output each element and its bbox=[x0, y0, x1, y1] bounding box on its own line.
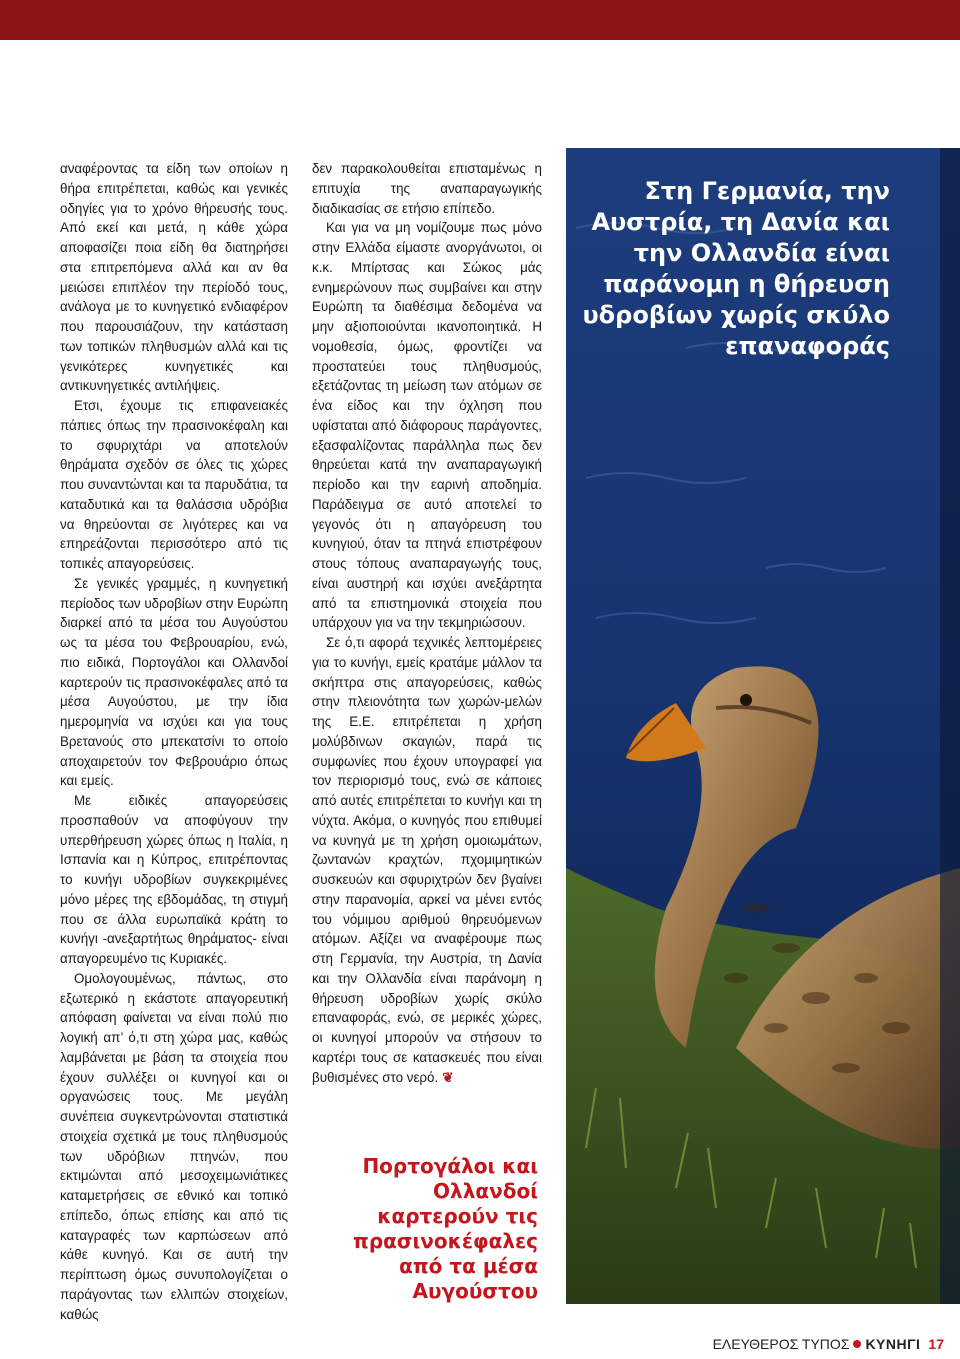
paragraph: Ομολογουμένως, πάντως, στο εξωτερικό η εκάστοτε απαγορευτική απόφαση φαίνεται να είναι πολύ πιο λογική απ’ ό,τι στη χώρα μας, καθώς λαμβάνεται με βάση τα στοιχεία που έχουν συλλέξει οι κυνηγοί και οι οργανώσεις τους. Με μεγάλη συνέπεια συγκεντρώνονται στατιστικά στοιχεία σχετικά με τους πληθυσμούς των υδρόβιων πτηνών, που εκτιμώνται από μεσοχειμωνιάτικες καταμετρήσεις σε εθνικό και τοπικό επίπεδο, όπως επίσης και από τις καταγραφές των καρπώσεων από κάθε κυνηγό. Και σε αυτή την περίπτωση όμως συνυπολογίζεται ο παράγοντας των ελλιπών στοιχείων, καθώς bbox=[60, 970, 288, 1322]
duck-photo bbox=[566, 148, 960, 1304]
photo-headline: Στη Γερμανία, την Αυστρία, τη Δανία και την Ολλανδία είναι παράνομη η θήρευση υδροβίων χωρίς σκύλο επαναφοράς bbox=[582, 177, 890, 360]
pull-quote: Πορτογάλοι και Ολλανδοί καρτερούν τις πρασινοκέφαλες από τα μέσα Αυγούστου bbox=[353, 1154, 538, 1303]
paragraph: Ετσι, έχουμε τις επιφανειακές πάπιες όπως την πρασινοκέφαλη και το σφυριχτάρι να αποτελούν θηράματα σχεδόν σε όλες τις χώρες που συναντώνται και τα παρυδάτια, τα καταδυτικά και τα θαλάσσια υδρόβια να θηρεύονται σε λιγότερες και να επηρεάζονται περισσότερο από τις τοπικές απαγορεύσεις. bbox=[60, 398, 288, 571]
article-end-icon: ❦ bbox=[442, 1069, 454, 1085]
paragraph: Με ειδικές απαγορεύσεις προσπαθούν να αποφύγουν την υπερθήρευση χώρες όπως η Ιταλία, η Ισπανία και η Κύπρος, επιτρέποντας το κυνήγι υδροβίων συγκεκριμένες μόνο μέρες της εβδομάδας, τη στιγμή που σε άλλα ευρωπαϊκά κράτη το κυνήγι -ανεξαρτήτως θηράματος- είναι απαγορευμένο τις Κυριακές. bbox=[60, 793, 288, 966]
page-footer bbox=[713, 1334, 944, 1354]
page-number: 17 bbox=[928, 1336, 944, 1352]
paragraph: Σε γενικές γραμμές, η κυνηγετική περίοδος των υδροβίων στην Ευρώπη διαρκεί από τα μέσα του Αυγούστου ως τα μέσα του Φεβρουαρίου, ενώ, πιο ειδικά, Πορτογάλοι και Ολλανδοί καρτερούν τις πρασινοκέφαλες από τα μέσα Αυγούστου, με την ίδια ημερομηνία να ισχύει και για τους Βρετανούς στο μπεκατσίνι το οποίο αποχαιρετούν τον Φεβρουάριο όπως και εμείς. bbox=[60, 575, 288, 789]
paragraph: Και για να μη νομίζουμε πως μόνο στην Ελλάδα είμαστε ανοργάνωτοι, οι κ.κ. Μπίρτσας και Σώκος μάς ενημερώνουν πως συμβαίνει και στην Ευρώπη τα διαθέσιμα δεδομένα να μην αξιοποιούνται ικανοποιητικά. Η νομοθεσία, όμως, φροντίζει να προστατεύει τους πληθυσμούς, εξετάζοντας τη μείωση των ατόμων σε ένα είδος και την όχληση που υφίσταται από διάφορους παράγοντες, εξασφαλίζοντας παράλληλα πως δεν θηρεύεται κατά την αναπαραγωγική περίοδο και την εαρινή αποδημία. Παράδειγμα σε αυτό αποτελεί το γεγονός ότι η απαγόρευση του κυνηγιού, όταν τα πτηνά επιστρέφουν στους τόπους αναπαραγωγής τους, είναι αυστηρή και ισχύει ανεξάρτητα από τα επιστημονικά στοιχεία που υπάρχουν για να την τεκμηριώσουν. bbox=[312, 220, 542, 631]
magazine-name: ΕΛΕΥΘΕΡΟΣ ΤΥΠΟΣ bbox=[712, 1336, 850, 1352]
article-column-1 bbox=[60, 159, 288, 1324]
brand-name: ΚΥΝΗΓΙ bbox=[865, 1336, 921, 1352]
bullet-icon bbox=[853, 1340, 861, 1348]
top-banner-bar bbox=[0, 0, 960, 40]
paragraph-last bbox=[312, 633, 542, 1087]
paragraph: αναφέροντας τα είδη των οποίων η θήρα επιτρέπεται, καθώς και γενικές οδηγίες για το χρόνο θήρευσής τους. Από εκεί και μετά, η κάθε χώρα αποφασίζει ποια είδη θα διατηρήσει στα επιτρεπόμενα αλλά και αν θα μειώσει επιπλέον την περίοδό τους, ανάλογα με το κυνηγετικό ενδιαφέρον που παρουσιάζουν, την κατάσταση των τοπικών πληθυσμών αλλά και τις γενικότερες κυνηγετικές και αντικυνηγετικές αντιλήψεις. bbox=[60, 161, 288, 394]
paragraph: δεν παρακολουθείται επισταμένως η επιτυχία της αναπαραγωγικής διαδικασίας σε ετήσιο επίπεδο. bbox=[312, 161, 542, 216]
banner-divider bbox=[0, 40, 960, 44]
article-column-2 bbox=[312, 159, 542, 1087]
paragraph-text: Σε ό,τι αφορά τεχνικές λεπτομέρειες για το κυνήγι, εμείς κρατάμε μάλλον τα σκήπτρα στις απαγορεύσεις, καθώς στην πλειονότητα των χωρών-μελών της Ε.Ε. επιτρέπεται η χρήση μολύβδινων σκαγιών, παρά τις συμφωνίες που έχουν υπογραφεί για τον περιορισμό τους, ενώ σε κάποιες από αυτές επιτρέπεται το κυνήγι και τη νύχτα. Ακόμα, ο κυνηγός που επιθυμεί να κυνηγά με τη χρήση ομοιωμάτων, ζωντανών κραχτών, πχομιμητικών συσκευών και σφυριχτρών δεν βγαίνει στην παρανομία, αρκεί να μένει εντός του νόμιμου αριθμού θηρευόμενων ατόμων. Αξίζει να αναφέρουμε πως στη Γερμανία, την Αυστρία, τη Δανία και την Ολλανδία είναι παράνομη η θήρευση υδροβίων χωρίς σκύλο επαναφοράς, ενώ, σε μερικές χώρες, οι κυνηγοί μπορούν να στήσουν το καρτέρι τους σε κατασκευές που είναι βυθισμένες στο νερό. bbox=[312, 635, 542, 1085]
